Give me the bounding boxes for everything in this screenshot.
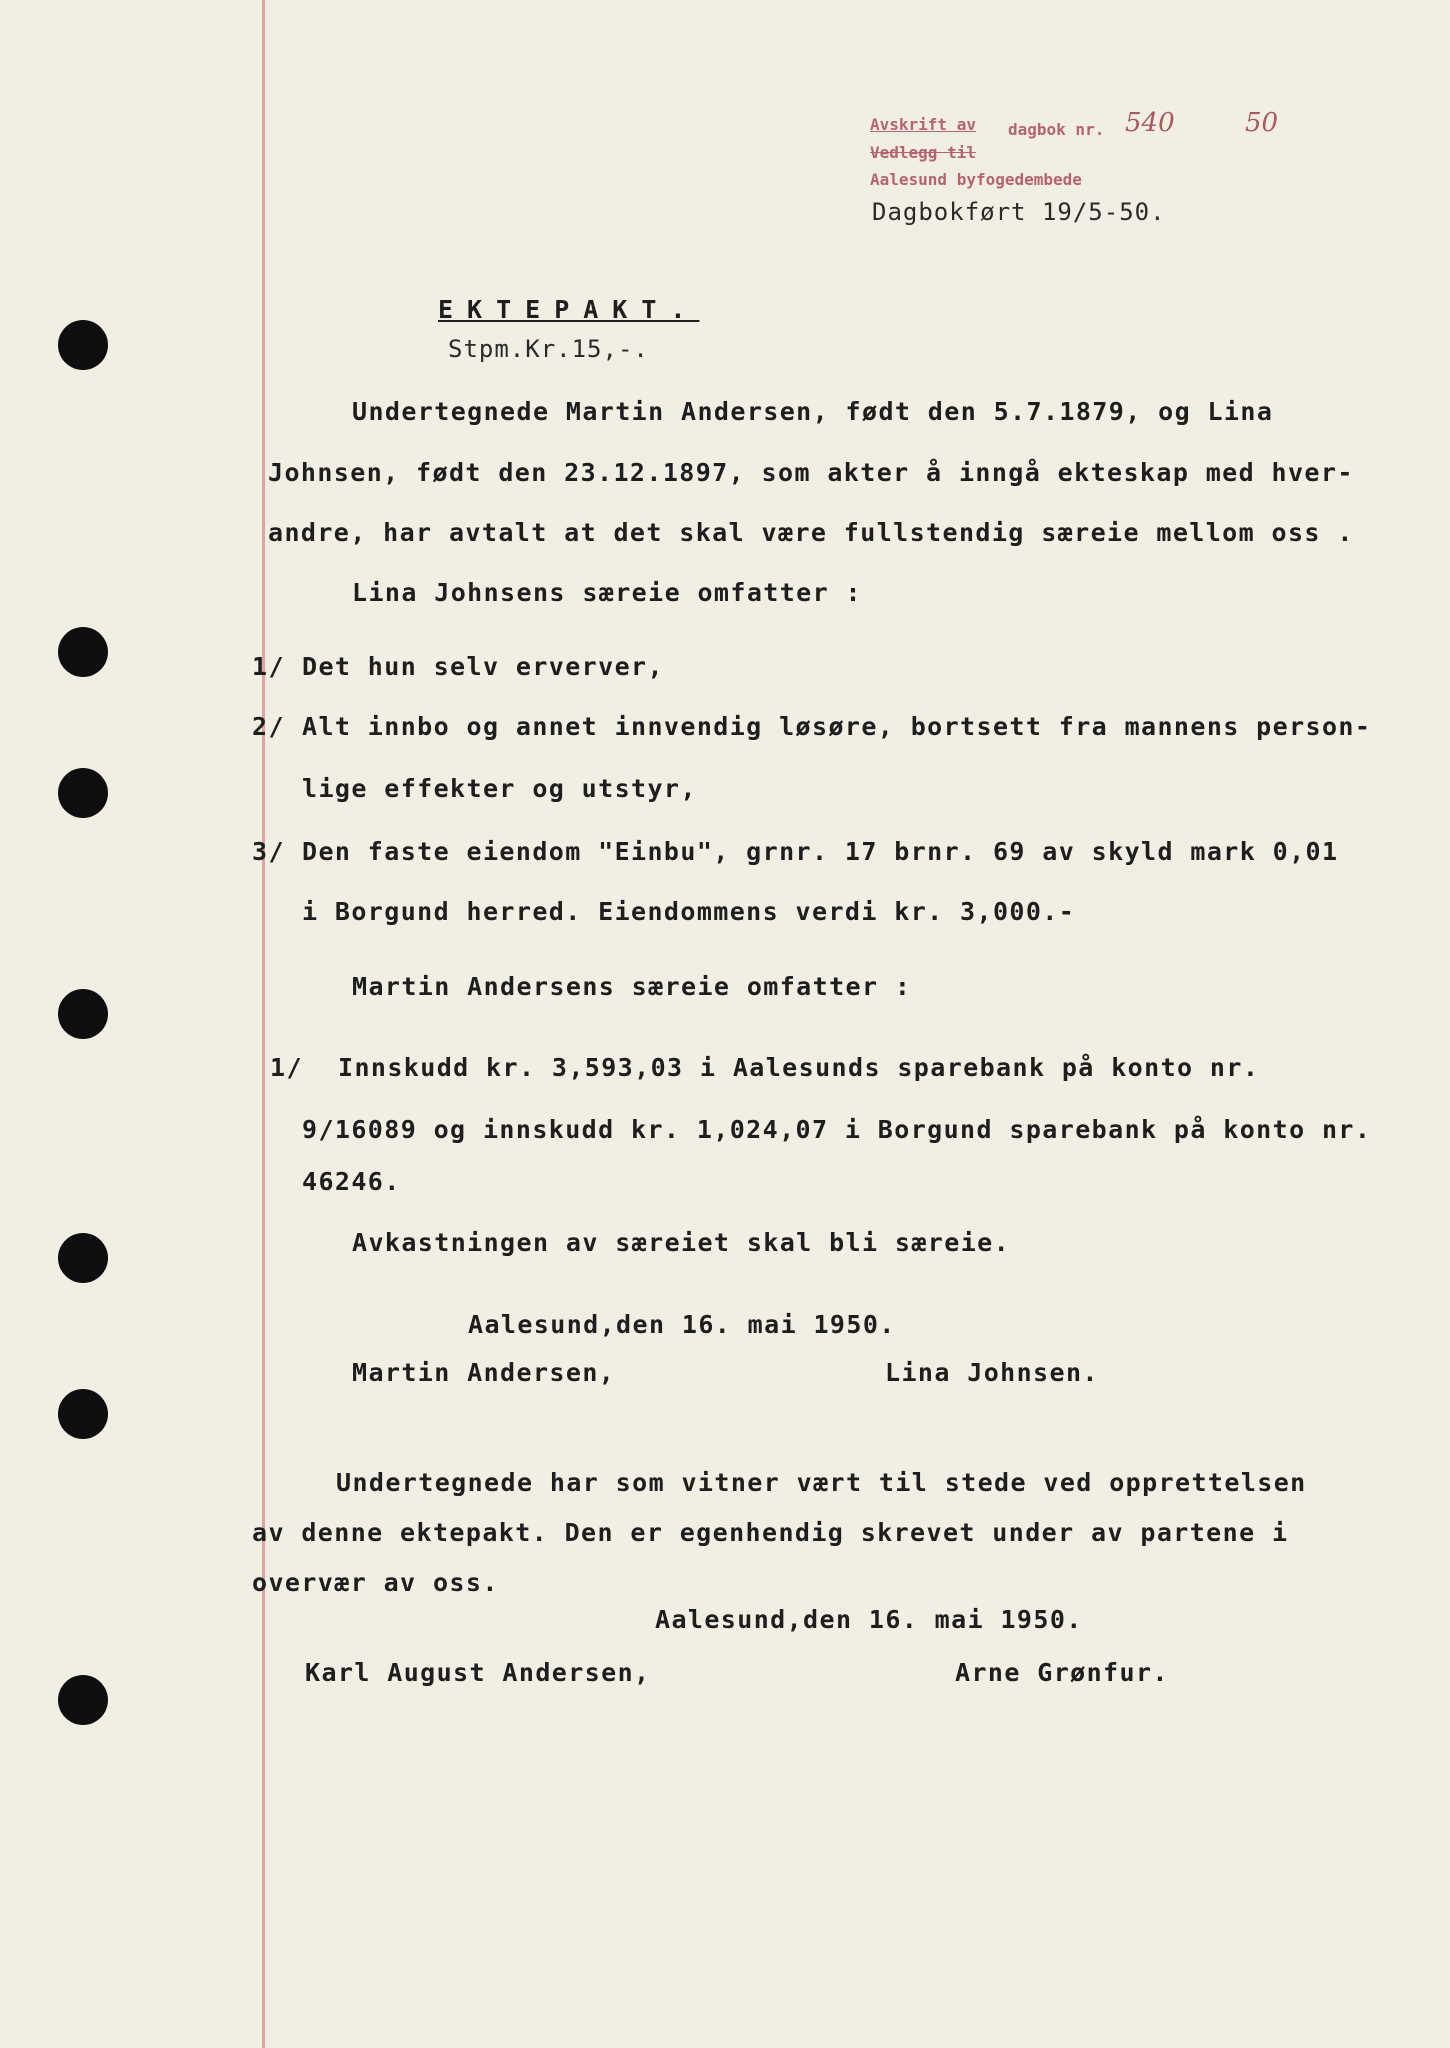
- wife-item-3-line-2: i Borgund herred. Eiendommens verdi kr. 3,000.-: [302, 897, 1076, 926]
- punch-hole-4: [58, 989, 108, 1039]
- intro-line-1: Undertegnede Martin Andersen, født den 5.7.1879, og Lina: [352, 397, 1274, 426]
- intro-line-2: Johnsen, født den 23.12.1897, som akter å inngå ekteskap med hver-: [268, 458, 1354, 487]
- place-date-2: Aalesund,den 16. mai 1950.: [655, 1605, 1083, 1634]
- punch-hole-2: [58, 627, 108, 677]
- witness-arne: Arne Grønfur.: [955, 1658, 1169, 1687]
- wife-item-1-number: 1/: [252, 652, 285, 681]
- stamp-avskrift: Avskrift av: [870, 115, 976, 134]
- signer-lina: Lina Johnsen.: [885, 1358, 1099, 1387]
- stamp-diary-year: 50: [1245, 108, 1279, 138]
- husband-item-1-line-2: 9/16089 og innskudd kr. 1,024,07 i Borgund sparebank på konto nr.: [302, 1115, 1372, 1144]
- punch-hole-6: [58, 1389, 108, 1439]
- husband-item-1-line-1: Innskudd kr. 3,593,03 i Aalesunds sparebank på konto nr.: [338, 1053, 1260, 1082]
- wife-item-2-line-2: lige effekter og utstyr,: [302, 774, 697, 803]
- wife-item-3-line-1: Den faste eiendom "Einbu", grnr. 17 brnr. 69 av skyld mark 0,01: [302, 837, 1339, 866]
- document-title: EKTEPAKT.: [438, 295, 700, 324]
- witness-text-line-1: Undertegnede har som vitner vært til stede ved opprettelsen: [336, 1468, 1307, 1497]
- intro-line-3: andre, har avtalt at det skal være fullstendig særeie mellom oss .: [268, 518, 1354, 547]
- stamp-diary-number: 540: [1125, 108, 1175, 138]
- stamp-vedlegg: Vedlegg til: [870, 143, 976, 162]
- wife-heading: Lina Johnsens særeie omfatter :: [352, 578, 862, 607]
- husband-item-1-number: 1/: [270, 1053, 303, 1082]
- husband-heading: Martin Andersens særeie omfatter :: [352, 972, 912, 1001]
- stamp-office: Aalesund byfogedembede: [870, 170, 1082, 189]
- stamp-registered-date: Dagbokført 19/5-50.: [872, 198, 1166, 226]
- red-margin-line: [262, 0, 265, 2048]
- punch-hole-5: [58, 1233, 108, 1283]
- wife-item-3-number: 3/: [252, 837, 285, 866]
- witness-text-line-3: overvær av oss.: [252, 1568, 499, 1597]
- husband-item-1-line-3: 46246.: [302, 1167, 401, 1196]
- punch-hole-7: [58, 1675, 108, 1725]
- stamp-duty: Stpm.Kr.15,-.: [448, 335, 649, 363]
- wife-item-1-line-1: Det hun selv erverver,: [302, 652, 664, 681]
- witness-karl: Karl August Andersen,: [305, 1658, 651, 1687]
- place-date-1: Aalesund,den 16. mai 1950.: [468, 1310, 896, 1339]
- wife-item-2-line-1: Alt innbo og annet innvendig løsøre, bortsett fra mannens person-: [302, 712, 1372, 741]
- yield-clause: Avkastningen av særeiet skal bli særeie.: [352, 1228, 1011, 1257]
- punch-hole-3: [58, 768, 108, 818]
- wife-item-2-number: 2/: [252, 712, 285, 741]
- punch-hole-1: [58, 320, 108, 370]
- witness-text-line-2: av denne ektepakt. Den er egenhendig skrevet under av partene i: [252, 1518, 1289, 1547]
- signer-martin: Martin Andersen,: [352, 1358, 616, 1387]
- stamp-dagbok-label: dagbok nr.: [1008, 120, 1105, 139]
